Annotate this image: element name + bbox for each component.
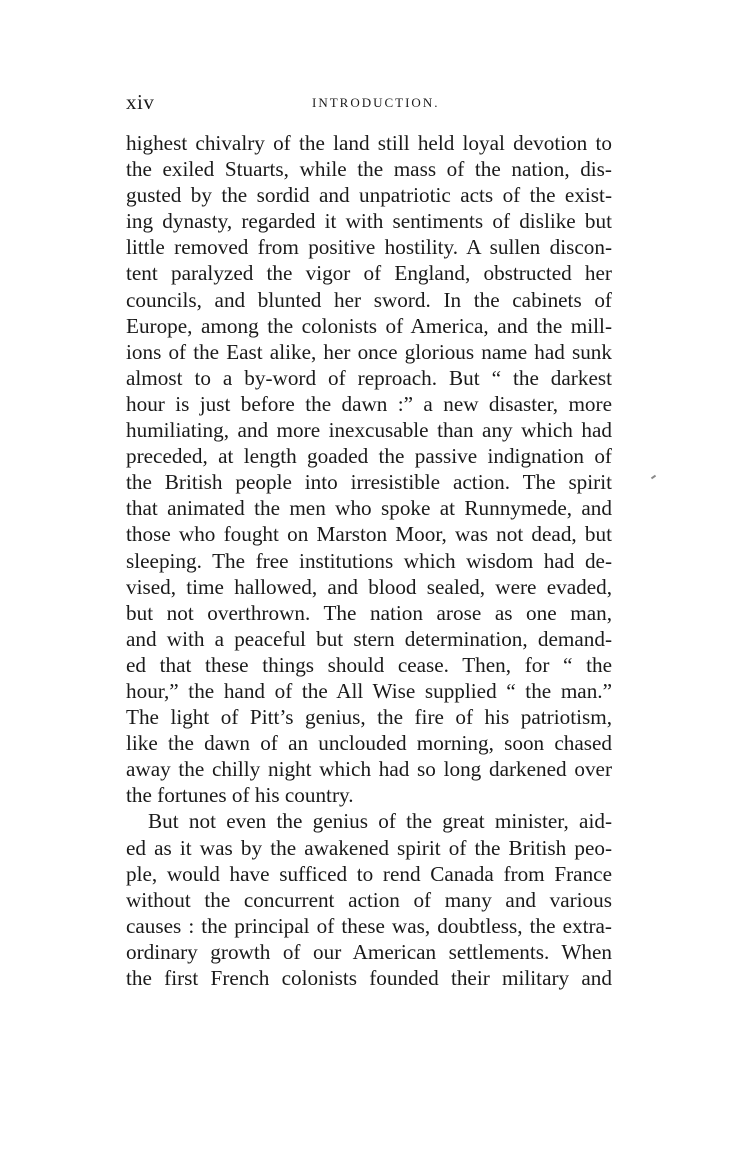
text-line: almost to a by-word of reproach. But “ the darkest (126, 365, 612, 390)
page-header (126, 90, 612, 118)
running-title: INTRODUCTION. (312, 95, 440, 110)
text-line: those who fought on Marston Moor, was not dead, but (126, 522, 612, 547)
text-line: ing dynasty, regarded it with sentiments of dislike but (126, 209, 612, 234)
text-line: that animated the men who spoke at Runnymede, and (126, 496, 612, 521)
text-line: preceded, at length goaded the passive indignation of (126, 444, 612, 469)
text-line: the first French colonists founded their military and (126, 966, 612, 990)
text-line: the exiled Stuarts, while the mass of the nation, dis- (126, 157, 612, 182)
text-line: ed as it was by the awakened spirit of the British peo- (126, 835, 612, 860)
text-line: little removed from positive hostility. A sullen discon- (126, 235, 612, 260)
text-line: the fortunes of his country. (126, 783, 354, 808)
text-line: Europe, among the colonists of America, and the mill- (126, 313, 612, 338)
text-line: away the chilly night which had so long darkened over (126, 757, 612, 782)
text-line: ed that these things should cease. Then, for “ the (126, 652, 612, 677)
text-line: hour is just before the dawn :” a new disaster, more (126, 391, 612, 416)
paragraph-2 (126, 808, 612, 991)
text-line: hour,” the hand of the All Wise supplied “ the man.” (126, 678, 612, 703)
text-line: councils, and blunted her sword. In the cabinets of (126, 287, 612, 312)
text-line: humiliating, and more inexcusable than any which had (126, 418, 612, 443)
paragraph-1 (126, 130, 612, 808)
text-line: gusted by the sordid and unpatriotic acts of the exist- (126, 183, 612, 208)
text-line: The light of Pitt’s genius, the fire of his patriotism, (126, 705, 612, 730)
text-line: without the concurrent action of many and various (126, 887, 612, 912)
text-line: sleeping. The free institutions which wisdom had de- (126, 548, 612, 573)
text-line: But not even the genius of the great minister, aid- (148, 809, 612, 834)
text-line: vised, time hallowed, and blood sealed, were evaded, (126, 574, 612, 599)
text-line: and with a peaceful but stern determination, demand- (126, 626, 612, 651)
text-line: tent paralyzed the vigor of England, obstructed her (126, 261, 612, 286)
text-line: ions of the East alike, her once glorious name had sunk (126, 339, 612, 364)
text-line: like the dawn of an unclouded morning, soon chased (126, 731, 612, 756)
text-line: ordinary growth of our American settlements. When (126, 939, 612, 964)
text-line: but not overthrown. The nation arose as one man, (126, 600, 612, 625)
text-line: highest chivalry of the land still held loyal devotion to (126, 131, 612, 155)
page-number: xiv (126, 90, 155, 114)
text-line: ple, would have sufficed to rend Canada from France (126, 861, 612, 886)
body-text (126, 130, 612, 991)
margin-mark (651, 475, 656, 480)
text-line: the British people into irresistible action. The spirit (126, 470, 612, 495)
text-line: causes : the principal of these was, doubtless, the extra- (126, 913, 612, 938)
